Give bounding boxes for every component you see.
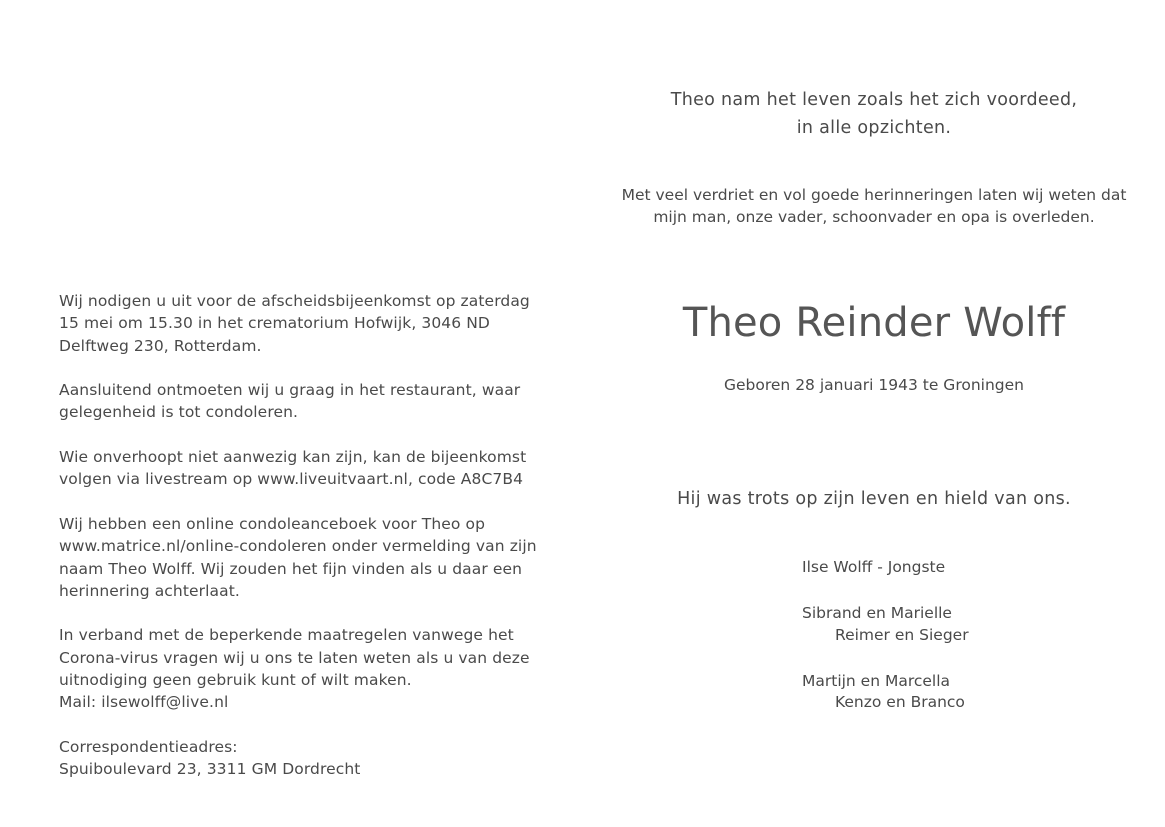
grandchildren: Kenzo en Branco: [835, 693, 965, 711]
closing-line: Hij was trots op zijn leven en hield van ons.: [677, 489, 1071, 509]
family-group: [802, 671, 969, 714]
family-member: Ilse Wolff - Jongste: [802, 558, 946, 576]
grandchildren: Reimer en Sieger: [835, 625, 969, 644]
death-announcement: Met veel verdriet en vol goede herinneringen laten wij weten dat mijn man, onze vader, schoonvader en opa is overleden.: [621, 186, 1127, 226]
livestream-paragraph: Wie onverhoopt niet aanwezig kan zijn, kan de bijeenkomst volgen via livestream op www.liveuitvaart.nl, code A8C7B4: [59, 448, 527, 489]
reception-paragraph: Aansluitend ontmoeten wij u graag in het restaurant, waar gelegenheid is tot condoleren.: [59, 381, 521, 422]
family-group: [802, 603, 969, 646]
condolence-book-paragraph: Wij hebben een online condoleanceboek voor Theo op www.matrice.nl/online-condoleren onder vermelding van zijn naam Theo Wolff. Wij zouden het fijn vinden als u daar een herinnering achterlaat.: [59, 514, 537, 600]
motto-quote: Theo nam het leven zoals het zich voordeed, in alle opzichten.: [670, 90, 1078, 138]
family-member: Sibrand en Marielle: [802, 604, 952, 622]
right-page: [600, 0, 1148, 827]
corona-notice-paragraph: In verband met de beperkende maatregelen vanwege het Corona-virus vragen wij u ons te laten weten als u van deze uitnodiging geen gebruik kunt of wilt maken. Mail: ilsewolff@live.nl: [59, 626, 530, 712]
invitation-paragraph: Wij nodigen u uit voor de afscheidsbijeenkomst op zaterdag 15 mei om 15.30 in het crematorium Hofwijk, 3046 ND Delftweg 230, Rotterdam.: [59, 292, 530, 355]
birth-details: Geboren 28 januari 1943 te Groningen: [724, 376, 1024, 394]
deceased-name: Theo Reinder Wolff: [682, 300, 1066, 346]
family-list: [802, 557, 969, 714]
correspondence-address: Correspondentieadres: Spuiboulevard 23, 3311 GM Dordrecht: [59, 737, 361, 779]
left-page: [59, 290, 559, 781]
family-member: Martijn en Marcella: [802, 671, 951, 690]
family-group: [802, 557, 969, 579]
